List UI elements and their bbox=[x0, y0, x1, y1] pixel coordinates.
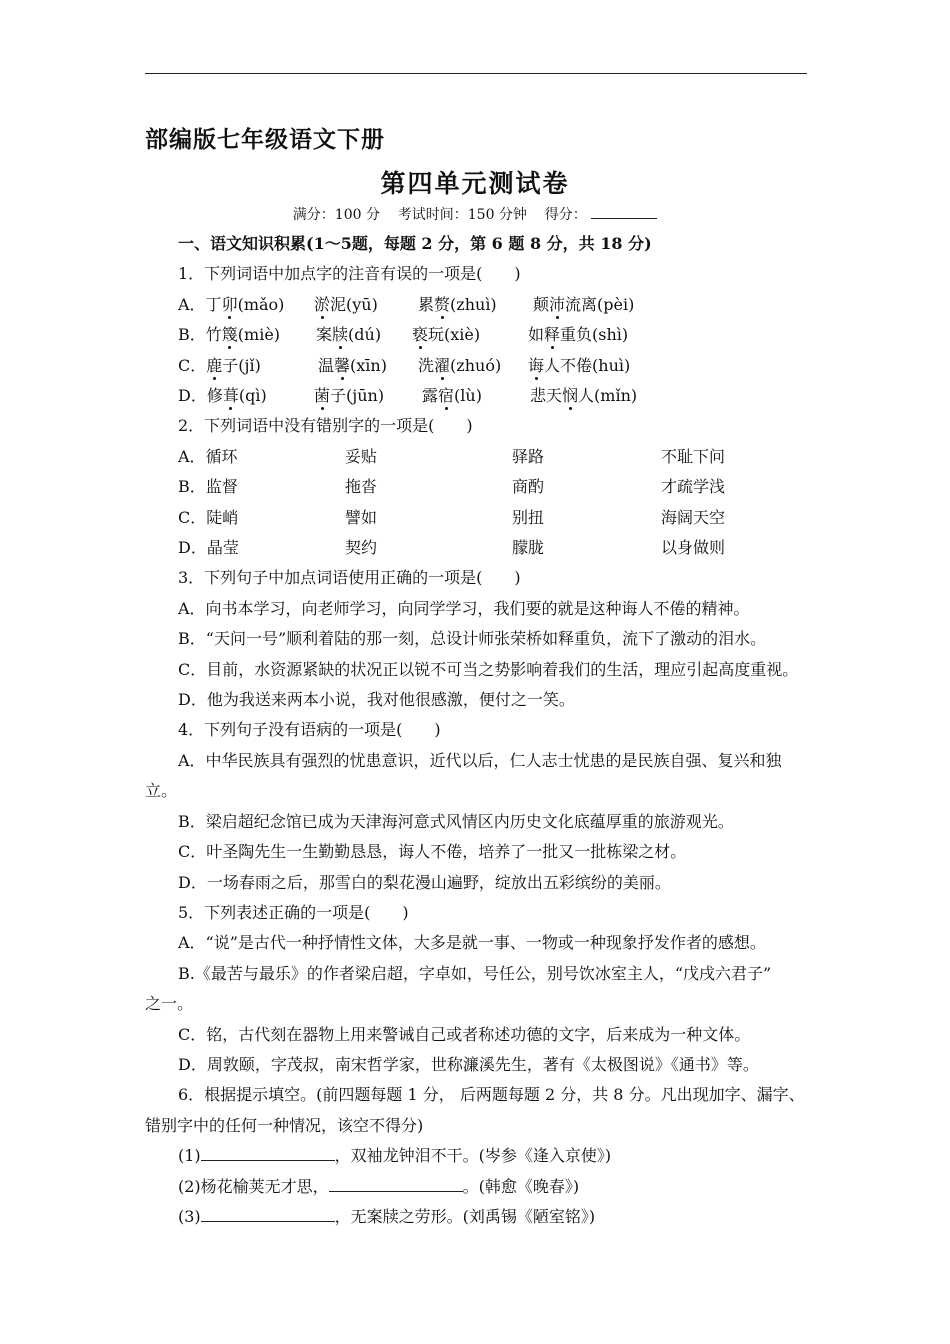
q2-cell: 海阔天空 bbox=[661, 508, 726, 527]
q3-option-b: B．“天问一号”顺利着陆的那一刻，总设计师张荣桥如释重负，流下了激动的泪水。 bbox=[178, 629, 767, 648]
q5-option-b: B.《最苦与最乐》的作者梁启超，字卓如，号任公，别号饮冰室主人，“戊戌六君子” bbox=[178, 964, 772, 983]
q4-option-b: B．梁启超纪念馆已成为天津海河意式风情区内历史文化底蕴厚重的旅游观光。 bbox=[178, 812, 734, 831]
q2-cell: 商酌 bbox=[512, 477, 545, 496]
q6-item-1 bbox=[178, 1146, 611, 1166]
q3-stem: 3．下列句子中加点词语使用正确的一项是( ) bbox=[178, 568, 521, 587]
q1-b-2: 案牍(dú) bbox=[316, 325, 382, 344]
fill-blank[interactable] bbox=[201, 1207, 335, 1222]
q4-option-a-cont: 立。 bbox=[145, 781, 178, 800]
q4-option-a: A．中华民族具有强烈的忧患意识，近代以后，仁人志士忧患的是民族自强、复兴和独 bbox=[178, 751, 782, 770]
q4-option-d: D．一场春雨之后，那雪白的梨花漫山遍野，绽放出五彩缤纷的美丽。 bbox=[178, 873, 671, 892]
q6-stem-cont: 错别字中的任何一种情况，该空不得分) bbox=[145, 1116, 424, 1135]
q1-a-4: 颠沛流离(pèi) bbox=[533, 295, 635, 314]
q2-cell: 契约 bbox=[345, 538, 378, 557]
q2-cell: 才疏学浅 bbox=[661, 477, 726, 496]
q6-item-3 bbox=[178, 1207, 595, 1227]
q1-a-1: A．丁卯(mǎo) bbox=[178, 295, 285, 314]
q1-a-3: 累赘(zhuì) bbox=[418, 295, 497, 314]
q5-option-d: D．周敦颐，字茂叔，南宋哲学家，世称濂溪先生，著有《太极图说》《通书》等。 bbox=[178, 1055, 759, 1074]
q2-stem: 2．下列词语中没有错别字的一项是( ) bbox=[178, 416, 473, 435]
q6-stem: 6．根据提示填空。(前四题每题 1 分， 后两题每题 2 分，共 8 分。凡出现加字、漏字、 bbox=[178, 1085, 805, 1104]
q6-item-2-pre: (2)杨花榆荚无才思， bbox=[178, 1177, 329, 1196]
q4-stem: 4．下列句子没有语病的一项是( ) bbox=[178, 720, 441, 739]
q6-item-1-text: ，双袖龙钟泪不干。(岑参《逢入京使》) bbox=[334, 1146, 612, 1165]
q4-option-c: C．叶圣陶先生一生勤勤恳恳，诲人不倦，培养了一批又一批栋梁之材。 bbox=[178, 842, 687, 861]
q5-option-b-cont: 之一。 bbox=[145, 994, 194, 1013]
q6-item-1-num: (1) bbox=[178, 1146, 201, 1165]
q2-cell: 驿路 bbox=[512, 447, 545, 466]
q5-stem: 5．下列表述正确的一项是( ) bbox=[178, 903, 409, 922]
q1-d-2: 菌子(jūn) bbox=[314, 386, 385, 405]
section-heading: 一、语文知识积累(1～5题，每题 2 分，第 6 题 8 分，共 18 分) bbox=[178, 234, 652, 253]
q2-cell: C．陡峭 bbox=[178, 508, 239, 527]
page-title: 第四单元测试卷 bbox=[380, 169, 570, 198]
q1-c-2: 温馨(xīn) bbox=[318, 356, 387, 375]
q2-cell: 朦胧 bbox=[512, 538, 545, 557]
score-label: 得分： bbox=[544, 207, 587, 223]
q2-cell: B．监督 bbox=[178, 477, 238, 496]
full-score: 满分：100 分 bbox=[292, 207, 380, 223]
q6-item-2 bbox=[178, 1177, 579, 1197]
q5-option-c: C．铭，古代刻在器物上用来警诫自己或者称述功德的文字，后来成为一种文体。 bbox=[178, 1025, 751, 1044]
q1-d-1: D．修葺(qì) bbox=[178, 386, 267, 405]
q1-c-4: 诲人不倦(huì) bbox=[528, 356, 631, 375]
exam-meta bbox=[0, 204, 950, 224]
q2-cell: 以身做则 bbox=[661, 538, 726, 557]
q1-a-2: 淤泥(yū) bbox=[314, 295, 378, 314]
q1-c-1: C．鹿子(jǐ) bbox=[178, 356, 261, 375]
q2-cell: 不耻下问 bbox=[661, 447, 726, 466]
q2-cell: A．循环 bbox=[178, 447, 238, 466]
q3-option-a: A．向书本学习，向老师学习，向同学学习，我们要的就是这种诲人不倦的精神。 bbox=[178, 599, 750, 618]
header-rule bbox=[145, 73, 807, 74]
q1-b-4: 如释重负(shì) bbox=[528, 325, 629, 344]
q1-b-3: 亵玩(xiè) bbox=[412, 325, 481, 344]
q1-d-4: 悲天悯人(mǐn) bbox=[530, 386, 638, 405]
score-blank[interactable] bbox=[591, 206, 657, 219]
q1-d-3: 露宿(lù) bbox=[422, 386, 482, 405]
exam-time: 考试时间：150 分钟 bbox=[397, 207, 527, 223]
q2-cell: D．晶莹 bbox=[178, 538, 239, 557]
q6-item-3-num: (3) bbox=[178, 1207, 201, 1226]
q2-cell: 妥贴 bbox=[345, 447, 378, 466]
q6-item-3-text: ，无案牍之劳形。(刘禹锡《陋室铭》) bbox=[334, 1207, 596, 1226]
q1-b-1: B．竹篾(miè) bbox=[178, 325, 281, 344]
q2-cell: 别扭 bbox=[512, 508, 545, 527]
q2-cell: 拖沓 bbox=[345, 477, 378, 496]
q1-stem: 1．下列词语中加点字的注音有误的一项是( ) bbox=[178, 264, 521, 283]
q1-c-3: 洗濯(zhuó) bbox=[418, 356, 502, 375]
q6-item-2-text: 。(韩愈《晚春》) bbox=[462, 1177, 580, 1196]
fill-blank[interactable] bbox=[201, 1146, 335, 1161]
fill-blank[interactable] bbox=[329, 1177, 463, 1192]
q2-cell: 譬如 bbox=[345, 508, 378, 527]
q5-option-a: A．“说”是古代一种抒情性文体，大多是就一事、一物或一种现象抒发作者的感想。 bbox=[178, 933, 766, 952]
q3-option-c: C．目前，水资源紧缺的状况正以锐不可当之势影响着我们的生活，理应引起高度重视。 bbox=[178, 660, 799, 679]
series-title: 部编版七年级语文下册 bbox=[145, 126, 385, 153]
q3-option-d: D．他为我送来两本小说，我对他很感激，便付之一笑。 bbox=[178, 690, 575, 709]
